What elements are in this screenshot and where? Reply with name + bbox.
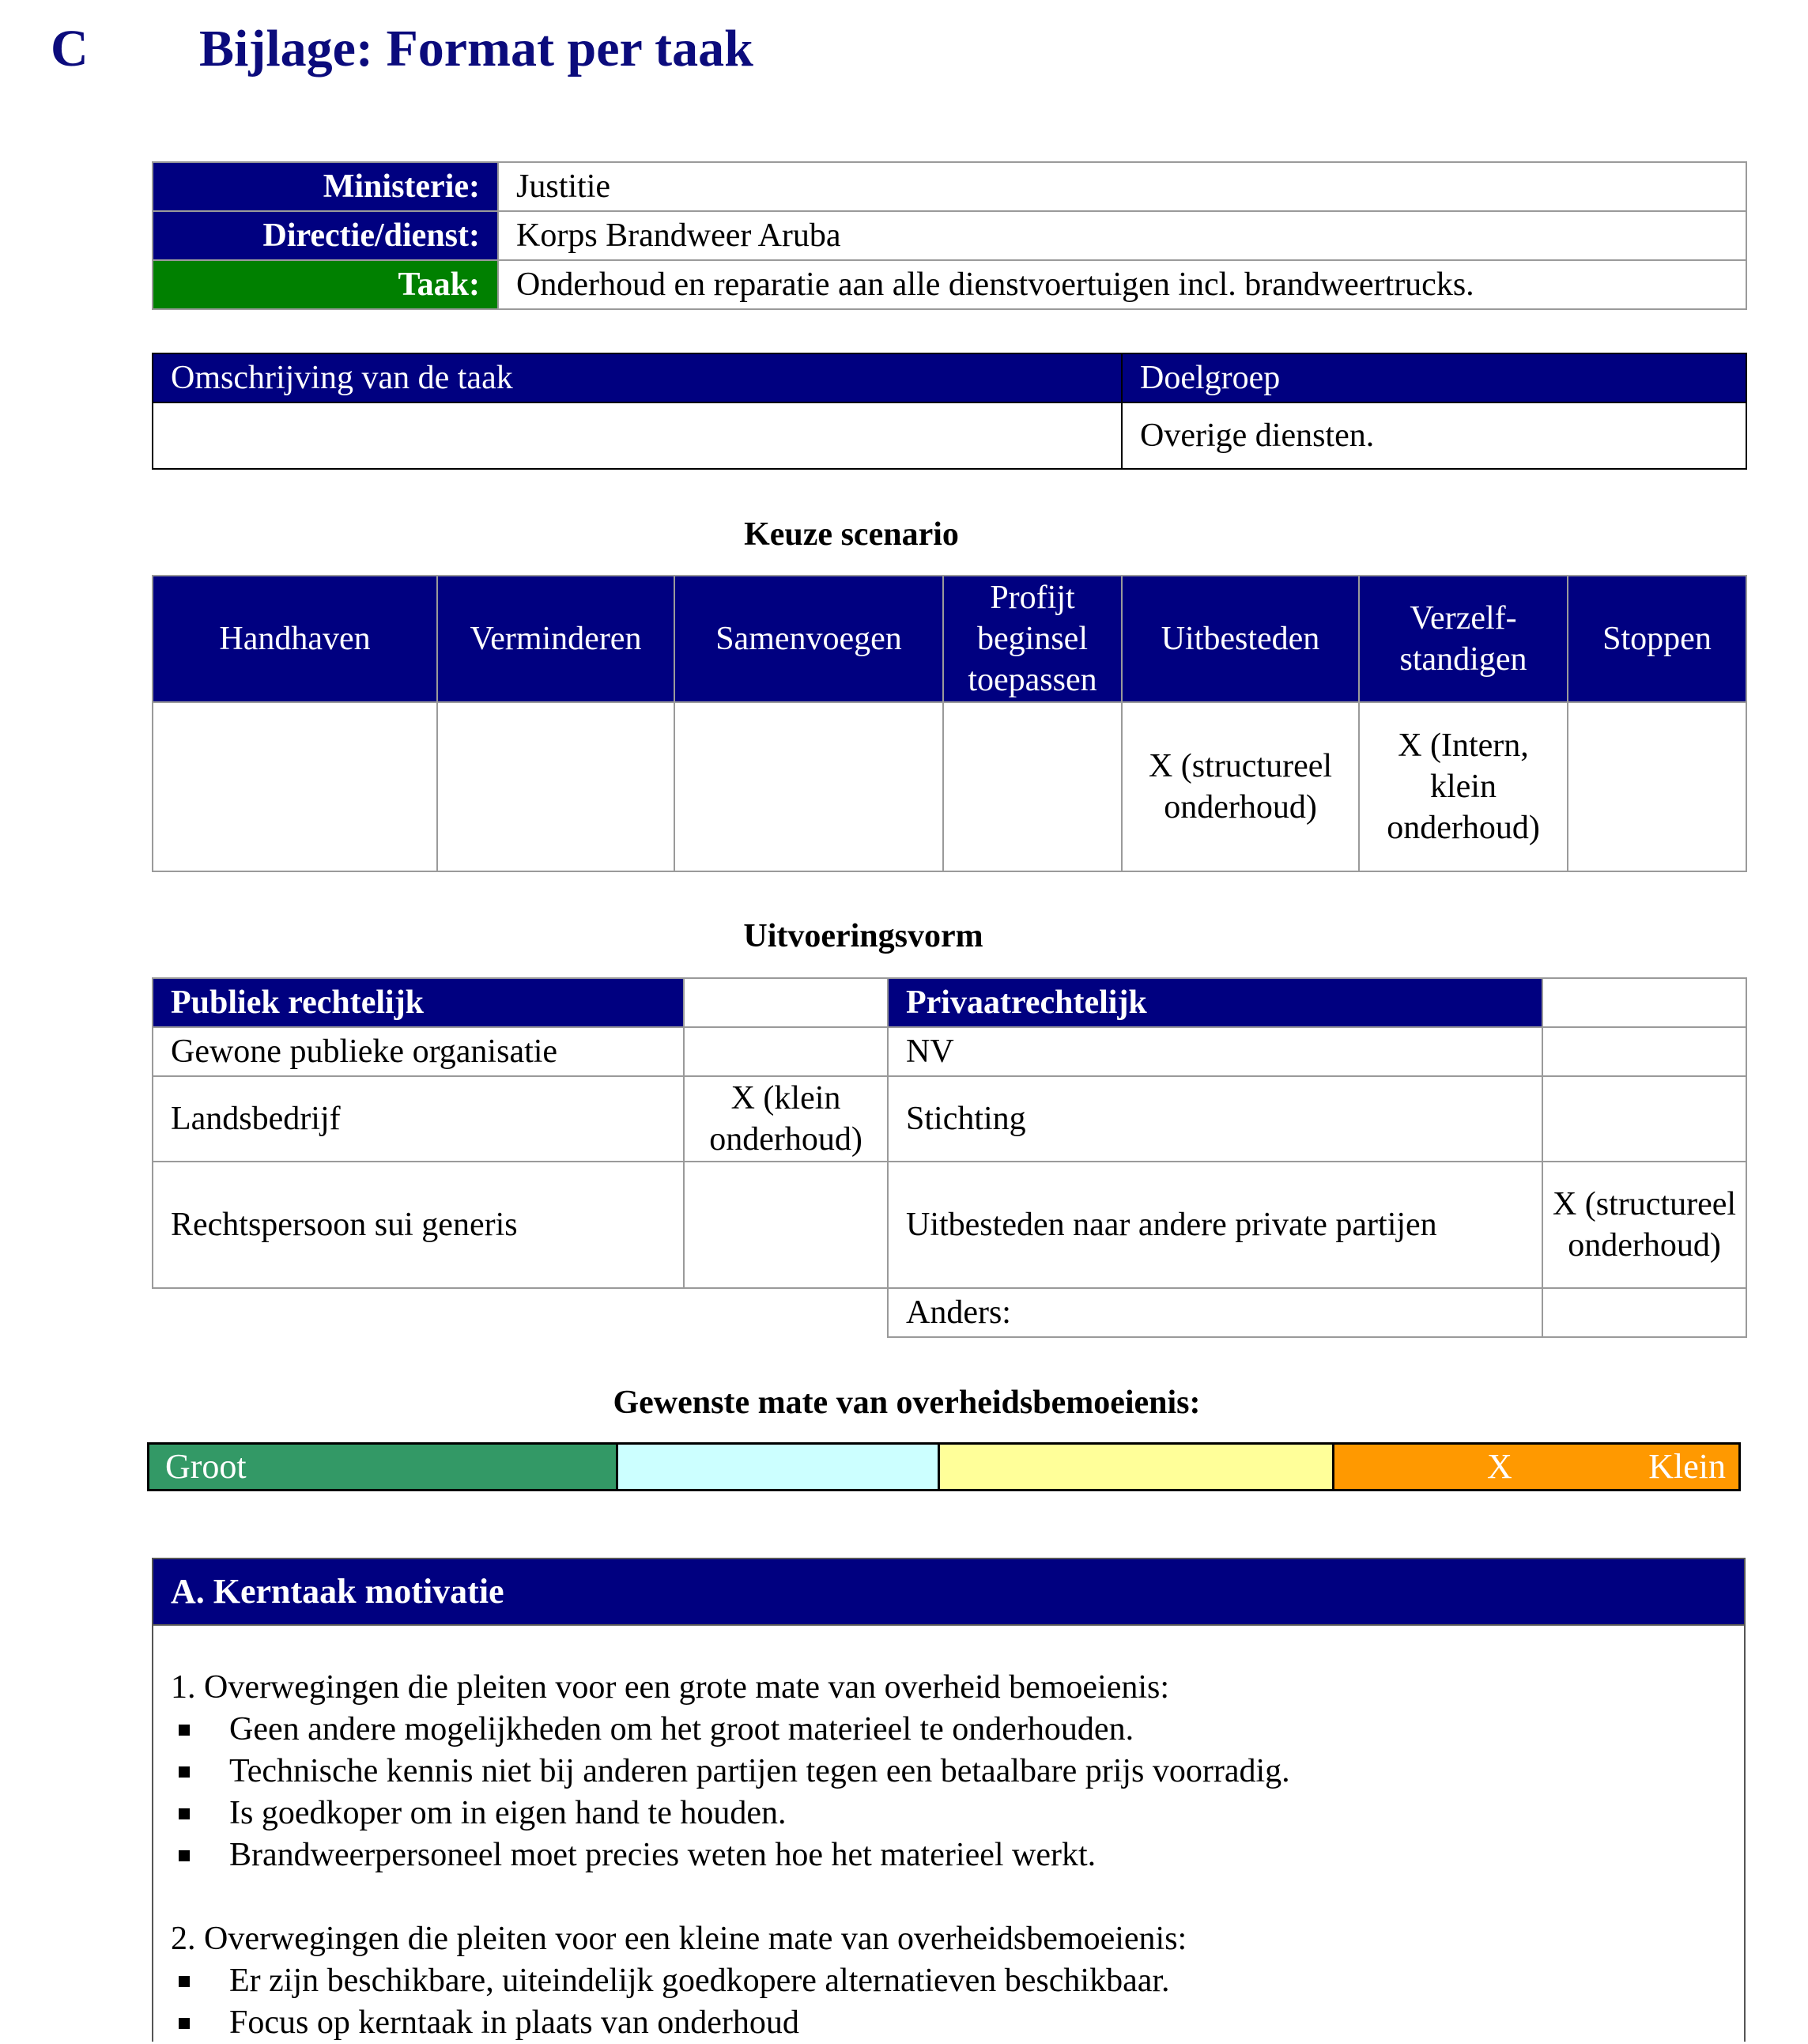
- scenario-col-verzelfstandigen: Verzelf-standigen: [1359, 576, 1568, 702]
- scale-segment-2: [616, 1445, 938, 1489]
- scenario-value-handhaven: [153, 702, 437, 871]
- omschrijving-header: Omschrijving van de taak: [153, 353, 1122, 402]
- scenario-value-samenvoegen: [674, 702, 943, 871]
- bemoeienis-title: Gewenste mate van overheidsbemoeienis:: [613, 1385, 1201, 1421]
- scenario-col-uitbesteden: Uitbesteden: [1122, 576, 1359, 702]
- doelgroep-value: Overige diensten.: [1122, 402, 1746, 469]
- publiek-row-label: Gewone publieke organisatie: [153, 1027, 684, 1076]
- list-item: Geen andere mogelijkheden om het groot materieel te onderhouden.: [171, 1709, 1727, 1751]
- bullet-icon: [171, 1834, 229, 1876]
- privaat-header-mark: [1542, 978, 1746, 1027]
- doelgroep-header: Doelgroep: [1122, 353, 1746, 402]
- scenario-value-profijt: [943, 702, 1122, 871]
- list-item: Brandweerpersoneel moet precies weten hoe het materieel werkt.: [171, 1834, 1727, 1876]
- publiek-table: [152, 977, 889, 1289]
- bullet-icon: [171, 1709, 229, 1751]
- publiek-row-mark: [684, 1162, 888, 1288]
- ministerie-value: Justitie: [498, 162, 1746, 211]
- scale-right-label: Klein: [1648, 1447, 1726, 1486]
- scenario-title: Keuze scenario: [744, 516, 959, 553]
- scenario-col-verminderen: Verminderen: [437, 576, 674, 702]
- omschrijving-value: [153, 402, 1122, 469]
- privaat-header: Privaatrechtelijk: [888, 978, 1542, 1027]
- description-table: [152, 353, 1747, 470]
- publiek-row-mark: [684, 1027, 888, 1076]
- scenario-value-uitbesteden: X (structureel onderhoud): [1122, 702, 1359, 871]
- scenario-value-verzelfstandigen: X (Intern, klein onderhoud): [1359, 702, 1568, 871]
- scenario-table: [152, 575, 1747, 872]
- scenario-col-profijt: Profijt beginsel toepassen: [943, 576, 1122, 702]
- taak-value: Onderhoud en reparatie aan alle dienstvoertuigen incl. brandweertrucks.: [498, 260, 1746, 309]
- privaat-row-mark: [1542, 1288, 1746, 1337]
- kerntaak-box: [152, 1558, 1746, 2042]
- privaat-row-mark: [1542, 1076, 1746, 1162]
- task-info-table: [152, 161, 1747, 310]
- kerntaak-header: A. Kerntaak motivatie: [153, 1559, 1744, 1626]
- publiek-header: Publiek rechtelijk: [153, 978, 684, 1027]
- scale-left-label: Groot: [165, 1447, 247, 1486]
- list-item: Focus op kerntaak in plaats van onderhoud: [171, 2002, 1727, 2044]
- appendix-letter: C: [51, 20, 89, 77]
- list-item: Technische kennis niet bij anderen partijen tegen een betaalbare prijs voorradig.: [171, 1751, 1727, 1793]
- scenario-col-stoppen: Stoppen: [1568, 576, 1746, 702]
- list-item: Er zijn beschikbare, uiteindelijk goedkopere alternatieven beschikbaar.: [171, 1960, 1727, 2002]
- privaat-table: [887, 977, 1747, 1338]
- scale-marker: X: [1487, 1447, 1512, 1486]
- privaat-row-mark: [1542, 1027, 1746, 1076]
- section2-title: 2. Overwegingen die pleiten voor een kleine mate van overheidsbemoeienis:: [171, 1921, 1187, 1957]
- privaat-row-label: NV: [888, 1027, 1542, 1076]
- privaat-row-mark: X (structureel onderhoud): [1542, 1162, 1746, 1288]
- bullet-icon: [171, 2002, 229, 2044]
- kerntaak-body: [153, 1626, 1744, 2044]
- directie-label: Directie/dienst:: [153, 211, 498, 260]
- scenario-col-samenvoegen: Samenvoegen: [674, 576, 943, 702]
- publiek-row-mark: X (klein onderhoud): [684, 1076, 888, 1162]
- scale-segment-groot: [149, 1445, 616, 1489]
- bullet-icon: [171, 1960, 229, 2002]
- directie-value: Korps Brandweer Aruba: [498, 211, 1746, 260]
- scale-segment-klein: [1332, 1445, 1738, 1489]
- privaat-row-label: Uitbesteden naar andere private partijen: [888, 1162, 1542, 1288]
- scenario-col-handhaven: Handhaven: [153, 576, 437, 702]
- list-item: Is goedkoper om in eigen hand te houden.: [171, 1793, 1727, 1834]
- bullet-icon: [171, 1793, 229, 1834]
- scenario-value-stoppen: [1568, 702, 1746, 871]
- privaat-row-label: Anders:: [888, 1288, 1542, 1337]
- publiek-header-mark: [684, 978, 888, 1027]
- bemoeienis-scale: [147, 1442, 1741, 1491]
- publiek-row-label: Landsbedrijf: [153, 1076, 684, 1162]
- publiek-row-label: Rechtspersoon sui generis: [153, 1162, 684, 1288]
- ministerie-label: Ministerie:: [153, 162, 498, 211]
- taak-label: Taak:: [153, 260, 498, 309]
- uitvoering-title: Uitvoeringsvorm: [743, 918, 983, 954]
- section1-title: 1. Overwegingen die pleiten voor een grote mate van overheid bemoeienis:: [171, 1669, 1170, 1706]
- page-title: Bijlage: Format per taak: [199, 20, 753, 77]
- scenario-value-verminderen: [437, 702, 674, 871]
- bullet-icon: [171, 1751, 229, 1793]
- privaat-row-label: Stichting: [888, 1076, 1542, 1162]
- scale-segment-3: [938, 1445, 1332, 1489]
